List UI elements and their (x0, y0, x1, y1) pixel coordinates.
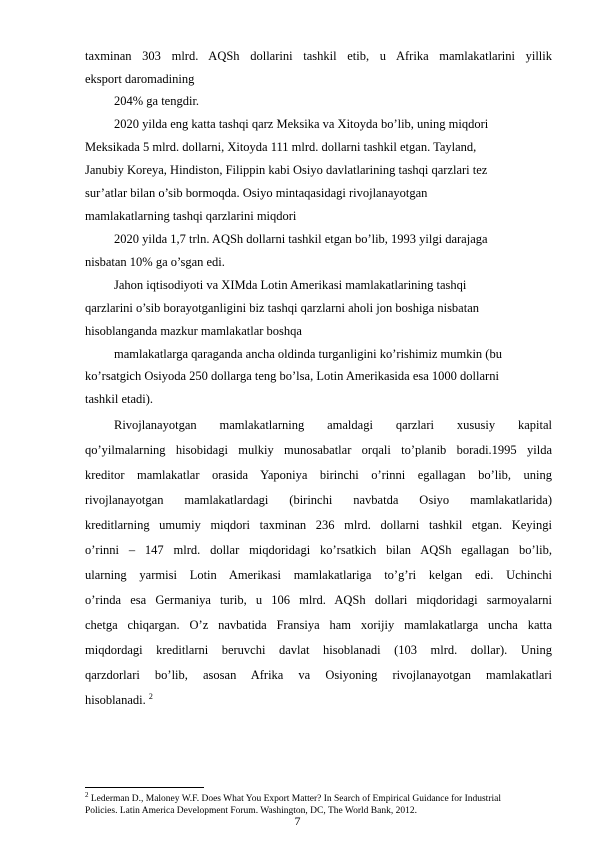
footnote-line-2: Policies. Latin America Development Forum. Washington, DC, The World Bank, 2012. (85, 806, 417, 816)
body-line-23: ularning yarmisi Lotin Amerikasi mamlakatlariga to’g’ri kelgan edi. Uchinchi (85, 568, 552, 582)
body-line-24: o’rinda esa Germaniya turib, u 106 mlrd. AQSh dollari miqdoridagi sarmoyalarni (85, 593, 552, 607)
body-line-17: Rivojlanayotgan mamlakatlarning amaldagi qarzlari xususiy kapital (114, 418, 552, 432)
body-line-19: kreditor mamlakatlar orasida Yaponiya birinchi o’rinni egallagan bo’lib, uning (85, 468, 552, 482)
body-line-20: rivojlanayotgan mamlakatlardagi (birinchi navbatda Osiyo mamlakatlarida) (85, 493, 552, 507)
body-line-15: ko’rsatgich Osiyoda 250 dollarga teng bo’lsa, Lotin Amerikasida esa 1000 dollarni (85, 369, 499, 383)
body-line-22: o’rinni – 147 mlrd. dollar miqdoridagi ko’rsatkich bilan AQSh egallagan bo’lib, (85, 543, 552, 557)
body-line-18: qo’yilmalarning hisobidagi mulkiy munosabatlar orqali to’planib boradi.1995 yilda (85, 443, 552, 457)
page-number: 7 (294, 814, 301, 828)
body-line-21: kreditlarning umumiy miqdori taxminan 236 mlrd. dollarni tashkil etgan. Keyingi (85, 518, 552, 532)
body-line-2: eksport daromadining (85, 72, 195, 86)
body-line-6: Janubiy Koreya, Hindiston, Filippin kabi Osiyo davlatlarining tashqi qarzlari tez (85, 163, 488, 177)
body-line-16: tashkil etadi). (85, 392, 154, 406)
body-line-13: hisoblanganda mazkur mamlakatlar boshqa (85, 324, 302, 338)
footnote-text-1: Lederman D., Maloney W.F. Does What You Export Matter? In Search of Empirical Guidance for Industrial (90, 794, 501, 804)
body-line-5: Meksikada 5 mlrd. dollarni, Xitoyda 111 mlrd. dollarni tashkil etgan. Tayland, (85, 140, 477, 154)
body-line-1: taxminan 303 mlrd. AQSh dollarini tashkil etib, u Afrika mamlakatlarini yillik (85, 49, 552, 63)
body-line-8: mamlakatlarning tashqi qarzlarini miqdori (85, 209, 297, 223)
footnote-line-1 (85, 790, 501, 805)
body-line-28-text: hisoblanadi. (85, 693, 146, 707)
body-line-28 (85, 692, 153, 708)
footnote-separator (85, 787, 204, 788)
body-line-10: nisbatan 10% ga o’sgan edi. (85, 255, 225, 269)
body-line-26: miqdordagi kreditlarni beruvchi davlat hisoblanadi (103 mlrd. dollar). Uning (85, 643, 552, 657)
body-line-11: Jahon iqtisodiyoti va XIMda Lotin Amerikasi mamlakatlarining tashqi (114, 278, 467, 292)
body-line-3: 204% ga tengdir. (114, 94, 200, 108)
body-line-9: 2020 yilda 1,7 trln. AQSh dollarni tashkil etgan bo’lib, 1993 yilgi darajaga (114, 232, 488, 246)
body-line-7: sur’atlar bilan o’sib bormoqda. Osiyo mintaqasidagi rivojlanayotgan (85, 186, 428, 200)
footnote-marker: 2 (85, 790, 89, 799)
body-line-14: mamlakatlarga qaraganda ancha oldinda turganligini ko’rishimiz mumkin (bu (114, 347, 502, 361)
footnote-reference: 2 (148, 691, 153, 701)
body-line-4: 2020 yilda eng katta tashqi qarz Meksika va Xitoyda bo’lib, uning miqdori (114, 117, 489, 131)
body-line-27: qarzdorlari bo’lib, asosan Afrika va Osiyoning rivojlanayotgan mamlakatlari (85, 668, 552, 682)
body-line-25: chetga chiqargan. O’z navbatida Fransiya ham xorijiy mamlakatlarga uncha katta (85, 618, 552, 632)
body-line-12: qarzlarini o’sib borayotganligini biz tashqi qarzlarni aholi jon boshiga nisbatan (85, 301, 480, 315)
